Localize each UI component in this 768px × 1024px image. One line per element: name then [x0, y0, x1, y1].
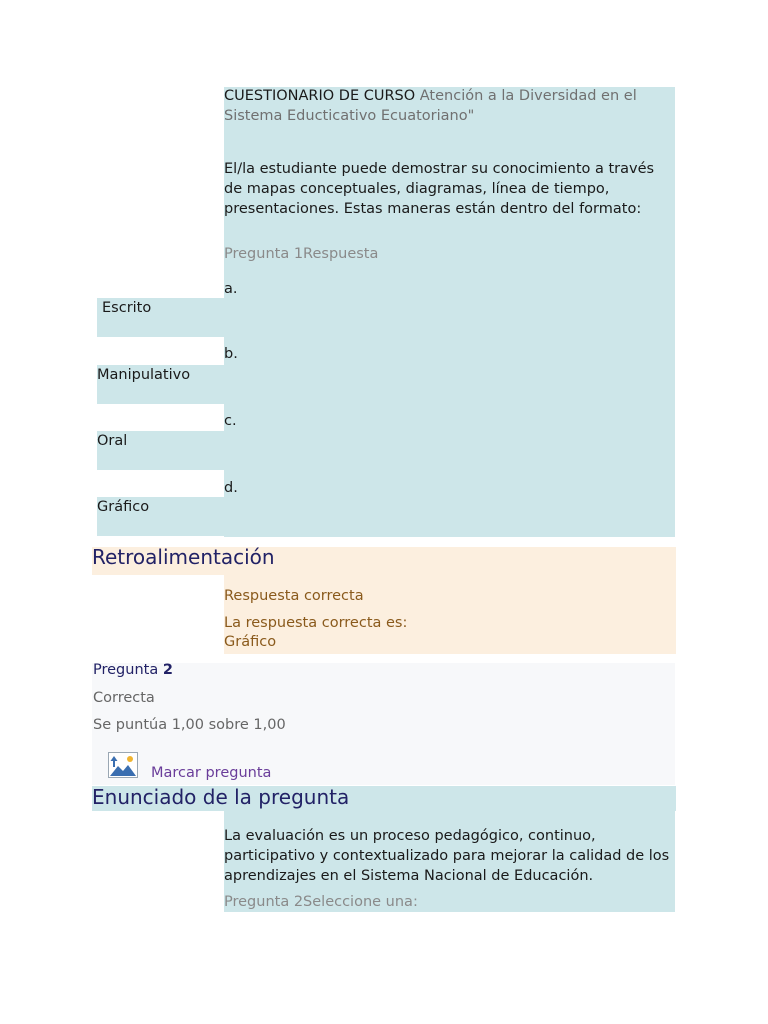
feedback-heading: Retroalimentación — [92, 545, 275, 569]
question2-label: Pregunta — [93, 662, 159, 678]
question2-section-heading: Enunciado de la pregunta — [92, 785, 350, 809]
course-prefix: CUESTIONARIO DE CURSO — [224, 88, 416, 104]
course-title — [224, 87, 674, 126]
option-b-label: Manipulativo — [97, 367, 191, 383]
question2-select-label: Pregunta 2Seleccione una: — [224, 894, 418, 910]
option-d-label: Gráfico — [97, 499, 150, 515]
option-c-letter: c. — [224, 413, 237, 429]
option-a-label: Escrito — [102, 300, 152, 316]
option-a-letter: a. — [224, 281, 238, 297]
option-c[interactable] — [97, 431, 224, 470]
course-name: Atención a la Diversidad en el Sistema Educticativo Ecuatoriano" — [224, 88, 637, 124]
option-d[interactable] — [97, 497, 224, 536]
question2-number — [93, 662, 173, 678]
question1-answer-label: Pregunta 1Respuesta — [224, 246, 379, 262]
option-d-letter: d. — [224, 480, 238, 496]
question2-score: Se puntúa 1,00 sobre 1,00 — [93, 717, 286, 733]
option-c-label: Oral — [97, 433, 128, 449]
correct-answer: Gráfico — [224, 634, 277, 650]
question2-number-value: 2 — [162, 662, 173, 678]
flag-image-icon[interactable] — [108, 752, 138, 778]
feedback-result: Respuesta correcta — [224, 588, 364, 604]
question2-status: Correcta — [93, 690, 155, 706]
question1-text: El/la estudiante puede demostrar su conocimiento a través de mapas conceptuales, diagramas, línea de tiempo, presentaciones. Estas maneras están dentro del formato: — [224, 161, 655, 217]
option-b[interactable] — [97, 365, 224, 404]
question2-text: La evaluación es un proceso pedagógico, continuo, participativo y contextualizado para mejorar la calidad de los aprendizajes en el Sistema Nacional de Educación. — [224, 828, 670, 884]
flag-question-link[interactable]: Marcar pregunta — [151, 765, 272, 781]
option-b-letter: b. — [224, 346, 238, 362]
question1-content — [224, 87, 675, 537]
option-a[interactable] — [97, 298, 224, 337]
correct-answer-label: La respuesta correcta es: — [224, 615, 408, 631]
